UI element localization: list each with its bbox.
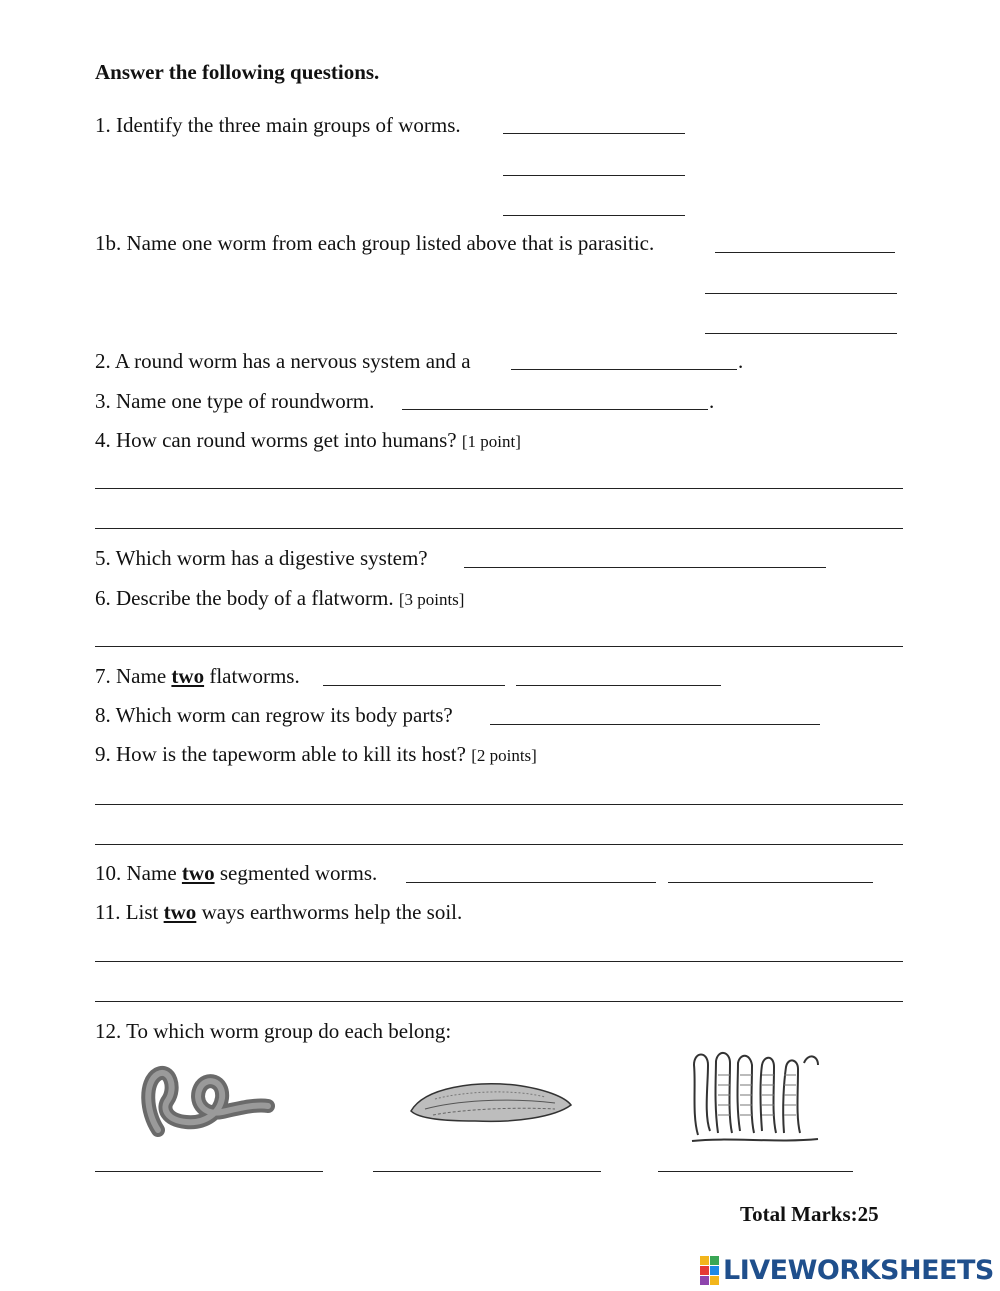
question-7 [95, 664, 300, 689]
question-10-post: segmented worms. [219, 861, 378, 885]
answer-blank-q10a[interactable] [406, 882, 656, 883]
answer-line-q11-1[interactable] [95, 961, 903, 962]
question-9 [95, 742, 537, 767]
question-11-pre: 11. List [95, 900, 159, 924]
question-1b: 1b. Name one worm from each group listed above that is parasitic. [95, 231, 655, 255]
answer-line-q4-1[interactable] [95, 488, 903, 489]
question-7-emphasis: two [171, 664, 205, 688]
question-6-points: [3 points] [398, 590, 465, 609]
total-marks: Total Marks:25 [740, 1202, 879, 1226]
answer-blank-q12b[interactable] [373, 1171, 601, 1172]
answer-blank-q12a[interactable] [95, 1171, 323, 1172]
question-10 [95, 861, 377, 886]
question-12: 12. To which worm group do each belong: [95, 1019, 452, 1043]
answer-blank-q3[interactable] [402, 409, 708, 410]
answer-blank-q1b-3[interactable] [705, 333, 897, 334]
question-10-emphasis: two [181, 861, 215, 885]
question-2-period: . [738, 349, 744, 373]
answer-blank-q10b[interactable] [668, 882, 873, 883]
question-4-text: 4. How can round worms get into humans? [95, 428, 457, 452]
worksheet-heading: Answer the following questions. [95, 60, 380, 84]
answer-line-q6[interactable] [95, 646, 903, 647]
answer-blank-q1a[interactable] [503, 133, 685, 134]
question-10-pre: 10. Name [95, 861, 177, 885]
liveworksheets-logo [700, 1254, 994, 1286]
answer-line-q9-2[interactable] [95, 844, 903, 845]
answer-blank-q8[interactable] [490, 724, 820, 725]
question-6 [95, 586, 464, 611]
logo-blocks-icon [700, 1256, 719, 1285]
answer-line-q4-2[interactable] [95, 528, 903, 529]
question-3-period: . [709, 389, 715, 413]
answer-blank-q1b-2[interactable] [705, 293, 897, 294]
answer-line-q11-2[interactable] [95, 1001, 903, 1002]
answer-blank-q7a[interactable] [323, 685, 505, 686]
answer-line-q9-1[interactable] [95, 804, 903, 805]
question-6-text: 6. Describe the body of a flatworm. [95, 586, 394, 610]
question-8: 8. Which worm can regrow its body parts? [95, 703, 453, 727]
answer-blank-q1b-1[interactable] [715, 252, 895, 253]
question-9-points: [2 points] [471, 746, 537, 765]
question-4-points: [1 point] [461, 432, 521, 451]
answer-blank-q1c[interactable] [503, 215, 685, 216]
question-11 [95, 900, 462, 925]
flatworm-icon [405, 1075, 575, 1130]
question-7-pre: 7. Name [95, 664, 167, 688]
question-5: 5. Which worm has a digestive system? [95, 546, 428, 570]
earthworm-icon [688, 1045, 823, 1145]
question-11-emphasis: two [163, 900, 197, 924]
question-9-text: 9. How is the tapeworm able to kill its host? [95, 742, 466, 766]
answer-blank-q2[interactable] [511, 369, 737, 370]
answer-blank-q1b[interactable] [503, 175, 685, 176]
brand-text: LIVEWORKSHEETS [723, 1254, 994, 1286]
question-1: 1. Identify the three main groups of worms. [95, 113, 461, 137]
answer-blank-q5[interactable] [464, 567, 826, 568]
question-7-post: flatworms. [209, 664, 300, 688]
question-11-post: ways earthworms help the soil. [201, 900, 463, 924]
question-2: 2. A round worm has a nervous system and a [95, 349, 471, 373]
answer-blank-q12c[interactable] [658, 1171, 853, 1172]
roundworm-icon [140, 1060, 280, 1140]
question-4 [95, 428, 521, 453]
answer-blank-q7b[interactable] [516, 685, 721, 686]
question-3: 3. Name one type of roundworm. [95, 389, 375, 413]
